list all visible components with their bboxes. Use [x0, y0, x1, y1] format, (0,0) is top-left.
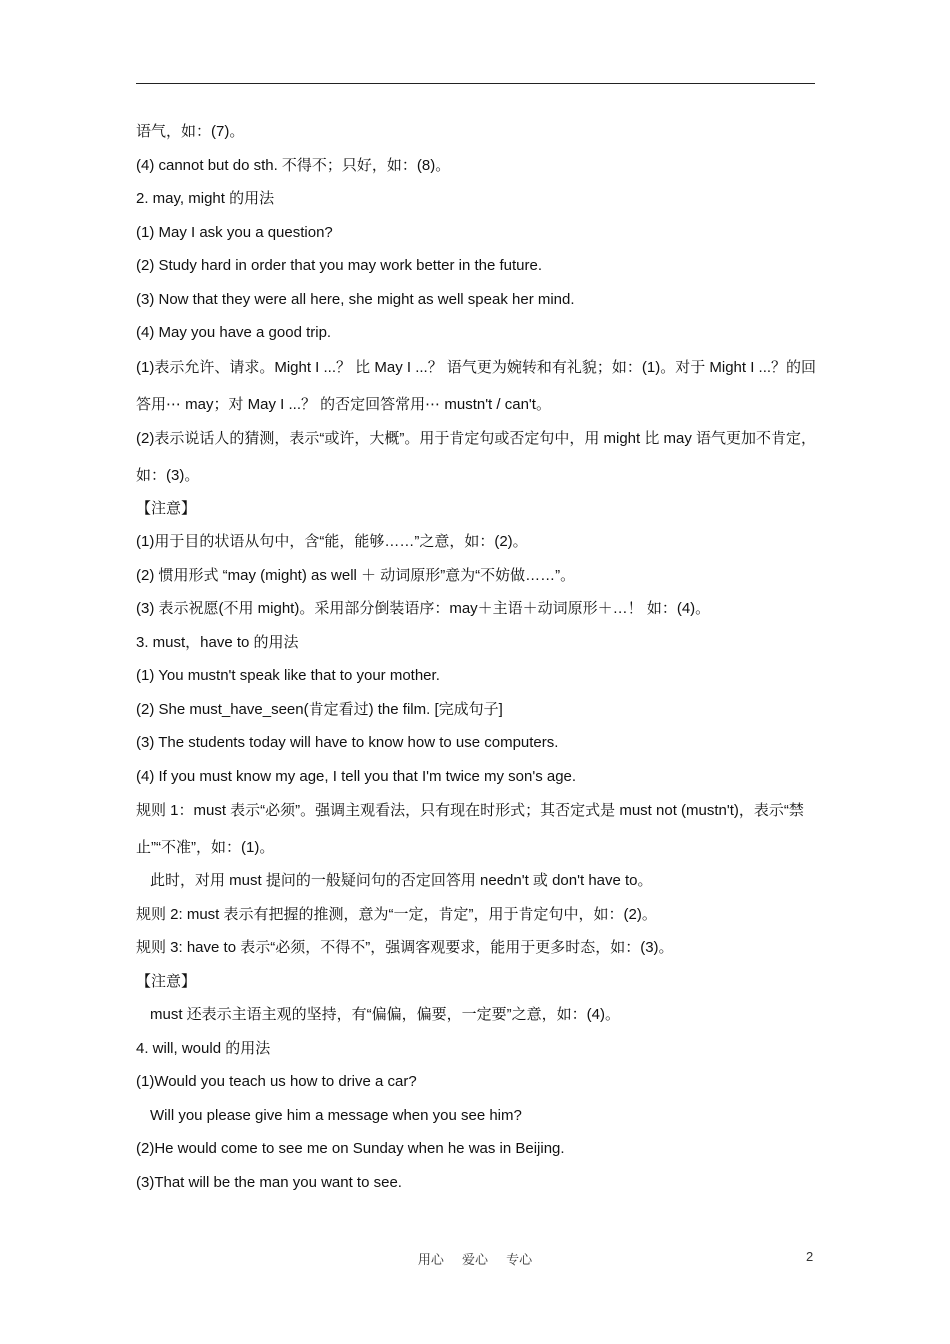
text-line: (2) 惯用形式 “may (might) as well ＋ 动词原形”意为“不妨做……”。	[136, 566, 576, 584]
rule-paragraph: 规则 1：must 表示“必须”。强调主观看法，只有现在时形式；其否定式是 must not (mustn't)，表示“禁止”“不准”，如：(1)。	[136, 802, 804, 856]
example-sentence: (1)Would you teach us how to drive a car?	[136, 1073, 417, 1090]
example-sentence: (3)That will be the man you want to see.	[136, 1173, 402, 1191]
note-heading: 【注意】	[136, 499, 197, 517]
example-sentence: (4) If you must know my age, I tell you that I'm twice my son's age.	[136, 767, 577, 785]
section-heading: 4. will, would 的用法	[136, 1039, 271, 1057]
section-heading: 3. must，have to 的用法	[136, 633, 299, 651]
text-line: 此时，对用 must 提问的一般疑问句的否定回答用 needn't 或 don't have to。	[150, 872, 653, 889]
example-sentence: Will you please give him a message when you see him?	[150, 1106, 522, 1124]
page-number: 2	[806, 1249, 814, 1264]
note-heading: 【注意】	[136, 972, 197, 990]
rule-line: 规则 2: must 表示有把握的推测，意为“一定，肯定”，用于肯定句中，如：(2)。	[136, 905, 657, 923]
example-sentence: (3) Now that they were all here, she might as well speak her mind.	[136, 290, 575, 308]
rule-paragraph: (2)表示说话人的猜测，表示“或许，大概”。用于肯定句或否定句中，用 might 比 may 语气更加不肯定，如：(3)。	[136, 429, 817, 484]
example-sentence: (3) The students today will have to know how to use computers.	[136, 734, 559, 751]
text-line: (4) cannot but do sth. 不得不；只好，如：(8)。	[136, 156, 451, 174]
rule-paragraph: (1)表示允许、请求。Might I ...？ 比 May I ...？ 语气更为婉转和有礼貌；如：(1)。对于 Might I ...？的回答用⋯ may；对 May I ...？ 的否定回答常用⋯ mustn't / can't。	[136, 358, 817, 413]
text-line: (1)用于目的状语从句中，含“能，能够……”之意，如：(2)。	[136, 533, 528, 550]
example-sentence: (1) You mustn't speak like that to your mother.	[136, 667, 440, 684]
text-line: (3) 表示祝愿(不用 might)。采用部分倒装语序：may＋主语＋动词原形＋…！ 如：(4)。	[136, 600, 711, 617]
example-sentence: (1) May I ask you a question?	[136, 223, 333, 241]
section-heading: 2. may, might 的用法	[136, 190, 275, 207]
document-body	[136, 122, 818, 1206]
text-line: 语气，如：(7)。	[136, 123, 245, 140]
text-line: must 还表示主语主观的坚持，有“偏偏，偏要，一定要”之意，如：(4)。	[150, 1006, 620, 1023]
rule-line: 规则 3: have to 表示“必须，不得不”，强调客观要求，能用于更多时态，如：(3)。	[136, 939, 674, 956]
example-sentence: (4) May you have a good trip.	[136, 324, 332, 341]
example-sentence: (2)He would come to see me on Sunday when he was in Beijing.	[136, 1140, 565, 1157]
footer-motto: 用心 爱心 专心	[417, 1253, 533, 1268]
header-rule	[136, 83, 815, 84]
example-sentence: (2) She must_have_seen(肯定看过) the film. [完成句子]	[136, 700, 503, 718]
example-sentence: (2) Study hard in order that you may work better in the future.	[136, 257, 543, 274]
